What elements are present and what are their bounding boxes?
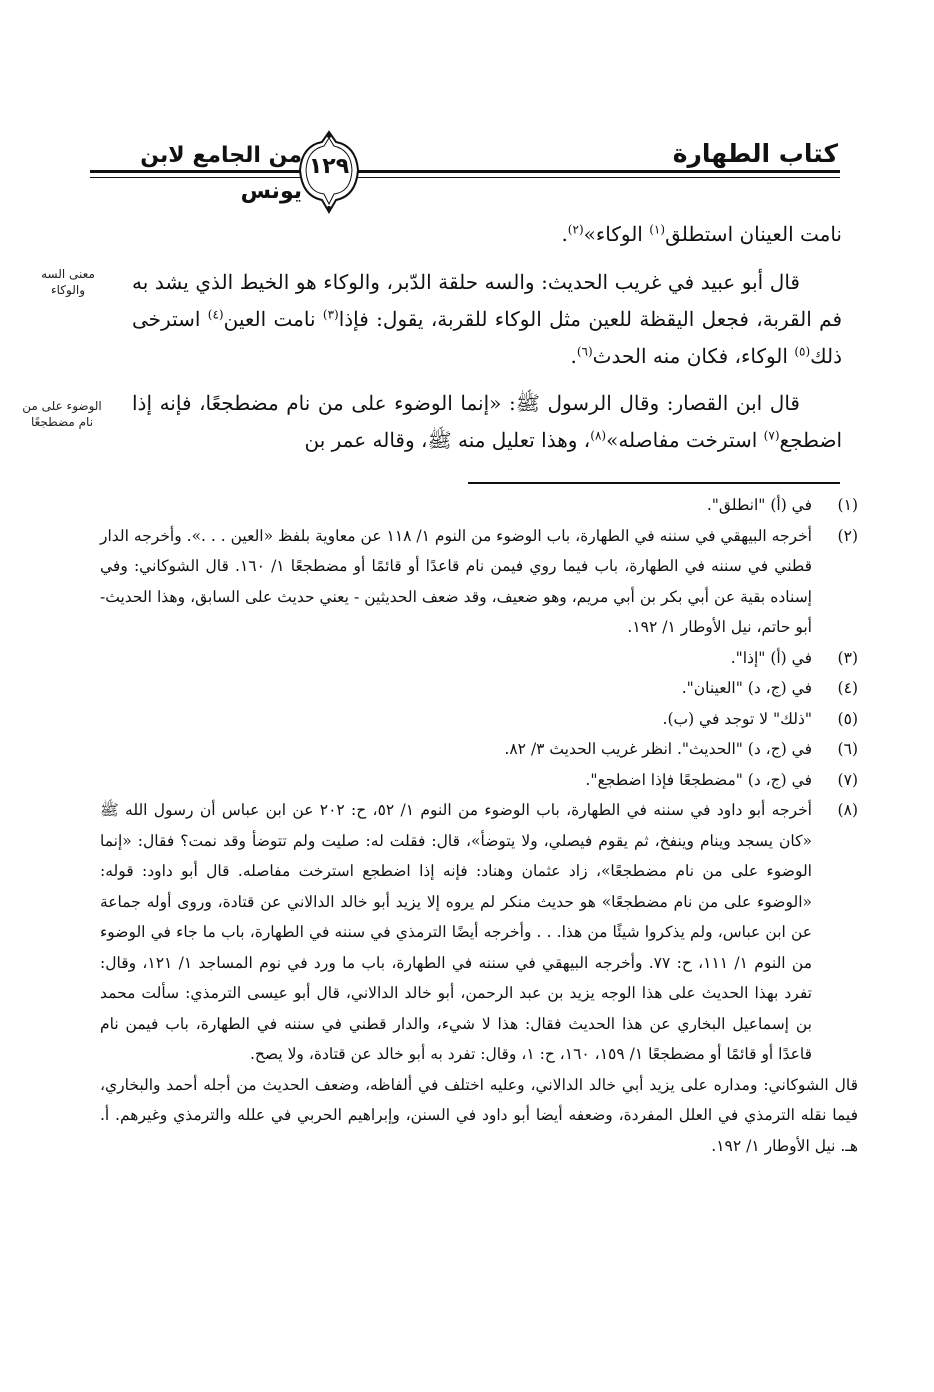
footnote-ref: (٣) — [322, 307, 339, 322]
footnote-text: في (أ) "إذا". — [730, 648, 812, 667]
header-rule-thin — [90, 177, 840, 178]
footnote-number: (٢) — [837, 526, 858, 545]
paragraph-3 — [132, 385, 842, 459]
text-run: ، وهذا تعليل منه ﷺ، وقاله عمر بن — [304, 428, 591, 452]
footnote-ref: (٧) — [763, 428, 780, 443]
footnote-number: (٣) — [837, 648, 858, 667]
running-head-title: من الجامع لابن يونس — [140, 143, 302, 204]
text-run: استرخى ذلك — [132, 307, 842, 368]
footnote — [100, 704, 858, 735]
footnote-ref: (٢) — [567, 222, 584, 237]
footnote — [100, 673, 858, 704]
footnote-number: (٦) — [837, 740, 858, 758]
footnote-text: أخرجه البيهقي في سننه في الطهارة، باب الوضوء من النوم ١/ ١١٨ عن معاوية بلفظ «العين . . .». وأخرجه الدار قطني في سننه في الطهارة، باب فيما روي فيمن نام قاعدًا أو قائمًا أو مضطجعًا ١/ ١٦٠. قال الشوكاني: وفي إسناده بقية عن أبي بكر بن أبي مريم، وهو ضعيف، وقد ضعف الحديثين - يعني حديث على السابق، وهذا الحديث- أبو حاتم، نيل الأوطار ١/ ١٩٢. — [100, 526, 812, 636]
text-run: . — [570, 344, 577, 368]
text-run: الوكاء» — [583, 222, 650, 246]
footnote — [100, 643, 858, 674]
footnotes — [100, 490, 858, 1161]
text-run: نامت العين — [223, 307, 323, 331]
footnote-number: (٨) — [837, 801, 858, 819]
footnote-text: في (أ) "انطلق". — [706, 496, 812, 514]
main-text — [132, 216, 842, 459]
footnote — [100, 734, 858, 765]
footnote — [100, 765, 858, 796]
footnote-text: أخرجه أبو داود في سننه في الطهارة، باب الوضوء من النوم ١/ ٥٢، ح: ٢٠٢ عن ابن عباس أن رسول الله ﷺ «كان يسجد وينام وينفخ، ثم يقوم فيصلي، ولا يتوضأ»، قال: فقلت له: صليت ولم تتوضأ وقد نمت؟ فقال: «إنما الوضوء على من نام مضطجعًا»، زاد عثمان وهناد: فإنه إذا اضطجع استرخت مفاصله. قال أبو داود: قوله: «الوضوء على من نام مضطجعًا» هو حديث منكر لم يروه إلا يزيد أبو خالد الدالاني عن قتادة، وروى أوله جماعة عن ابن عباس، ولم يذكروا شيئًا من هذا. . . وأخرجه أيضًا الترمذي في سننه في الطهارة، باب ما جاء في الوضوء من النوم ١/ ١١١، ح: ٧٧. وأخرجه البيهقي في سننه في الطهارة، باب ما ورد في نوم المساجد ١/ ١٢١، وقال: تفرد بهذا الحديث على هذا الوجه يزيد بن عبد الرحمن، أبو خالد الدالاني، قال أبو عيسى الترمذي: سألت محمد بن إسماعيل البخاري عن هذا الحديث فقال: هذا لا شيء، والدار قطني في سننه في الطهارة، باب فيمن نام قاعدًا أو قائمًا أو مضطجعًا ١/ ١٥٩، ١٦٠، ح: ١، وقال: تفرد به أبو خالد عن قتادة، ولا يصح. — [100, 801, 813, 1063]
footnote-ref: (٦) — [576, 344, 593, 359]
text-run: الوكاء، فكان منه الحدث — [592, 344, 795, 368]
footnote — [100, 521, 858, 643]
margin-note: الوضوء على من نام مضطجعًا — [22, 399, 102, 429]
footnote-text: في (ج، د) "الحديث". انظر غريب الحديث ٣/ ٨٢. — [504, 740, 812, 758]
paragraph-1 — [132, 216, 842, 253]
footnote-text: في (ج، د) "العينان". — [681, 679, 812, 697]
footnote-ref: (٥) — [794, 344, 811, 359]
footnote-number: (٧) — [837, 770, 858, 789]
footnote-separator — [468, 482, 840, 484]
footnote-number: (٥) — [837, 709, 858, 728]
footnote-continuation: قال الشوكاني: ومداره على يزيد أبي خالد الدالاني، وعليه اختلف في ألفاظه، وضعف الحديث من أجله أحمد والبخاري، فيما نقله الترمذي في العلل المفردة، وضعفه أيضا أبو داود في السنن، وإبراهيم الحربي في علله والترمذي وغيرهم. أ. هـ. نيل الأوطار ١/ ١٩٢. — [100, 1075, 858, 1155]
paragraph-2 — [132, 264, 842, 375]
footnote — [100, 795, 858, 1070]
text-run: نامت العينان استطلق — [665, 222, 842, 246]
footnote-text: في (ج، د) "مضطجعًا فإذا اضطجع". — [585, 770, 812, 789]
footnote-ref: (١) — [649, 222, 666, 237]
page-number: ١٢٩ — [308, 154, 350, 179]
text-run: قال ابن القصار: وقال الرسول ﷺ: «إنما الوضوء على من نام مضطجعًا، فإنه إذا اضطجع — [132, 391, 842, 452]
text-run: . — [561, 222, 568, 246]
running-head-section: كتاب الطهارة — [672, 139, 838, 168]
footnote-ref: (٤) — [207, 307, 224, 322]
footnote — [100, 490, 858, 521]
footnote-number: (١) — [837, 496, 858, 514]
header-rule-thick — [90, 170, 840, 173]
margin-note: معنى السه والوكاء — [41, 267, 95, 297]
text-run: قال أبو عبيد في غريب الحديث: والسه حلقة الدّبر، والوكاء هو الخيط الذي يشد به فم القربة، فجعل اليقظة للعين مثل الوكاء للقربة، يقول: فإذا — [132, 270, 843, 331]
footnote-text: "ذلك" لا توجد في (ب). — [662, 709, 812, 728]
footnote-ref: (٨) — [590, 428, 607, 443]
text-run: استرخت مفاصله» — [606, 428, 764, 452]
footnote-number: (٤) — [837, 679, 858, 697]
